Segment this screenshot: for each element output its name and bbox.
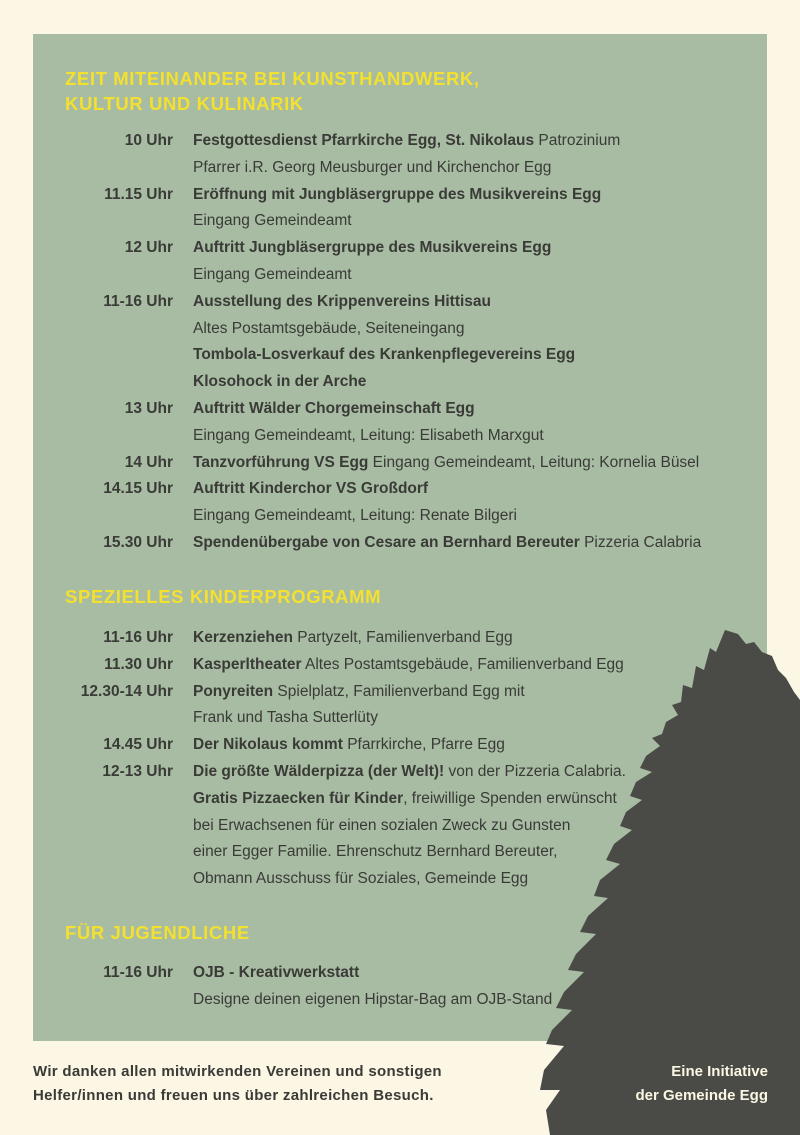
event-details: Frank und Tasha Sutterlüty	[193, 709, 378, 727]
event-title: Spendenübergabe von Cesare an Bernhard Bereuter	[193, 534, 580, 551]
schedule-row	[0, 786, 800, 812]
event-description	[193, 128, 620, 154]
event-title: Klosohock in der Arche	[193, 373, 367, 391]
event-title: Ausstellung des Krippenvereins Hittisau	[193, 292, 492, 310]
event-details: bei Erwachsenen für einen sozialen Zweck zu Gunsten	[193, 816, 571, 834]
event-description	[193, 450, 699, 476]
event-time: 14.15 Uhr	[103, 480, 173, 498]
event-description	[193, 732, 505, 758]
schedule-row	[0, 208, 800, 234]
event-description	[193, 813, 570, 839]
event-description	[193, 839, 557, 865]
event-title: Auftritt Wälder Chorgemeinschaft Egg	[193, 400, 475, 417]
schedule-row	[0, 987, 800, 1013]
schedule-row	[0, 759, 800, 785]
section-heading-kunsthandwerk: ZEIT MITEINANDER BEI KUNSTHANDWERK, KULTUR UND KULINARIK	[65, 68, 480, 114]
event-description	[193, 316, 464, 342]
initiative-line-2: der Gemeinde Egg	[635, 1087, 768, 1104]
event-time: 14 Uhr	[124, 453, 173, 471]
event-time: 10 Uhr	[124, 132, 173, 149]
event-description	[193, 476, 428, 502]
section-heading-jugendliche: FÜR JUGENDLICHE	[65, 922, 250, 943]
event-description	[193, 503, 517, 529]
schedule-row	[0, 423, 800, 449]
schedule-row	[0, 182, 800, 208]
schedule-row	[0, 450, 800, 476]
initiative-credit	[635, 1060, 768, 1108]
schedule-row	[0, 262, 800, 288]
event-description	[193, 155, 551, 181]
schedule-row	[0, 732, 800, 758]
event-title: Ponyreiten	[193, 682, 274, 700]
event-details: Partyzelt, Familienverband Egg	[292, 629, 513, 646]
schedule-row	[0, 369, 800, 395]
event-description	[193, 866, 528, 892]
initiative-line-1: Eine Initiative	[671, 1063, 768, 1080]
event-description	[193, 369, 366, 395]
schedule-row	[0, 625, 800, 651]
thanks-message	[33, 1060, 442, 1108]
event-details: Designe deinen eigenen Hipstar-Bag am OJB-Stand	[193, 990, 553, 1008]
schedule-row	[0, 316, 800, 342]
schedule-row	[0, 679, 800, 705]
event-time: 11-16 Uhr	[103, 292, 173, 310]
event-time: 12 Uhr	[124, 239, 173, 257]
event-description	[193, 423, 544, 449]
event-title: Gratis Pizzaecken für Kinder	[193, 789, 404, 807]
event-details: Eingang Gemeindeamt, Leitung: Renate Bilgeri	[193, 507, 517, 525]
event-time: 14.45 Uhr	[103, 736, 173, 754]
event-description	[193, 396, 475, 422]
event-details: Obmann Ausschuss für Soziales, Gemeinde Egg	[193, 870, 529, 888]
event-details: Pfarrer i.R. Georg Meusburger und Kirchenchor Egg	[193, 158, 552, 176]
schedule-row	[0, 705, 800, 731]
event-description	[193, 759, 626, 785]
event-title: OJB - Kreativwerkstatt	[193, 964, 360, 981]
event-details: Pfarrkirche, Pfarre Egg	[342, 736, 505, 754]
event-details: Spielplatz, Familienverband Egg mit	[273, 682, 525, 700]
event-description	[193, 679, 525, 705]
event-description	[193, 289, 491, 315]
schedule-row	[0, 813, 800, 839]
event-title: Auftritt Kinderchor VS Großdorf	[193, 480, 429, 498]
schedule-row	[0, 530, 800, 556]
event-details: , freiwillige Spenden erwünscht	[403, 789, 617, 807]
event-title: Tombola-Losverkauf des Krankenpflegevereins Egg	[193, 346, 576, 364]
event-details: Altes Postamtsgebäude, Familienverband Egg	[301, 655, 624, 673]
event-title: Eröffnung mit Jungbläsergruppe des Musikvereins Egg	[193, 185, 602, 203]
schedule-row	[0, 652, 800, 678]
schedule-row	[0, 155, 800, 181]
schedule-row	[0, 128, 800, 154]
event-details: Eingang Gemeindeamt, Leitung: Elisabeth Marxgut	[193, 426, 544, 444]
event-details: Eingang Gemeindeamt	[193, 212, 352, 230]
event-time: 12.30-14 Uhr	[80, 682, 173, 700]
event-details: Eingang Gemeindeamt, Leitung: Kornelia Büsel	[368, 453, 700, 471]
event-title: Die größte Wälderpizza (der Welt)!	[193, 763, 445, 780]
event-details: einer Egger Familie. Ehrenschutz Bernhard Bereuter,	[193, 843, 558, 861]
schedule-row	[0, 839, 800, 865]
event-title: Kasperltheater	[193, 655, 302, 673]
event-time: 15.30 Uhr	[103, 534, 173, 551]
event-details: Eingang Gemeindeamt	[193, 266, 352, 283]
event-details: Patrozinium	[534, 132, 621, 149]
schedule-row	[0, 396, 800, 422]
event-description	[193, 786, 617, 812]
event-description	[193, 652, 624, 678]
event-description	[193, 960, 359, 986]
event-description	[193, 987, 552, 1013]
schedule-row	[0, 960, 800, 986]
event-time: 13 Uhr	[124, 400, 173, 417]
schedule-row	[0, 866, 800, 892]
event-description	[193, 208, 352, 234]
event-title: Der Nikolaus kommt	[193, 736, 343, 754]
event-details: Pizzeria Calabria	[579, 534, 702, 551]
event-title: Auftritt Jungbläsergruppe des Musikvereins Egg	[193, 239, 552, 257]
schedule-row	[0, 342, 800, 368]
event-description	[193, 705, 378, 731]
event-description	[193, 342, 575, 368]
event-time: 12-13 Uhr	[102, 763, 173, 780]
event-time: 11-16 Uhr	[103, 629, 173, 646]
event-title: Kerzenziehen	[193, 629, 293, 646]
thanks-line-1: Wir danken allen mitwirkenden Vereinen und sonstigen	[33, 1063, 442, 1080]
event-title: Festgottesdienst Pfarrkirche Egg, St. Nikolaus	[193, 132, 535, 149]
section-heading-kinderprogramm: SPEZIELLES KINDERPROGRAMM	[65, 586, 382, 607]
schedule-row	[0, 503, 800, 529]
event-title: Tanzvorführung VS Egg	[193, 453, 369, 471]
event-time: 11.15 Uhr	[104, 185, 173, 203]
event-description	[193, 182, 601, 208]
event-time: 11.30 Uhr	[104, 655, 173, 673]
schedule-row	[0, 289, 800, 315]
schedule-row	[0, 235, 800, 261]
event-details: von der Pizzeria Calabria.	[444, 763, 626, 780]
event-description	[193, 262, 352, 288]
schedule-row	[0, 476, 800, 502]
event-description	[193, 625, 513, 651]
event-description	[193, 235, 551, 261]
event-time: 11-16 Uhr	[103, 964, 173, 981]
event-details: Altes Postamtsgebäude, Seiteneingang	[193, 319, 465, 337]
event-description	[193, 530, 701, 556]
thanks-line-2: Helfer/innen und freuen uns über zahlreichen Besuch.	[33, 1087, 434, 1104]
